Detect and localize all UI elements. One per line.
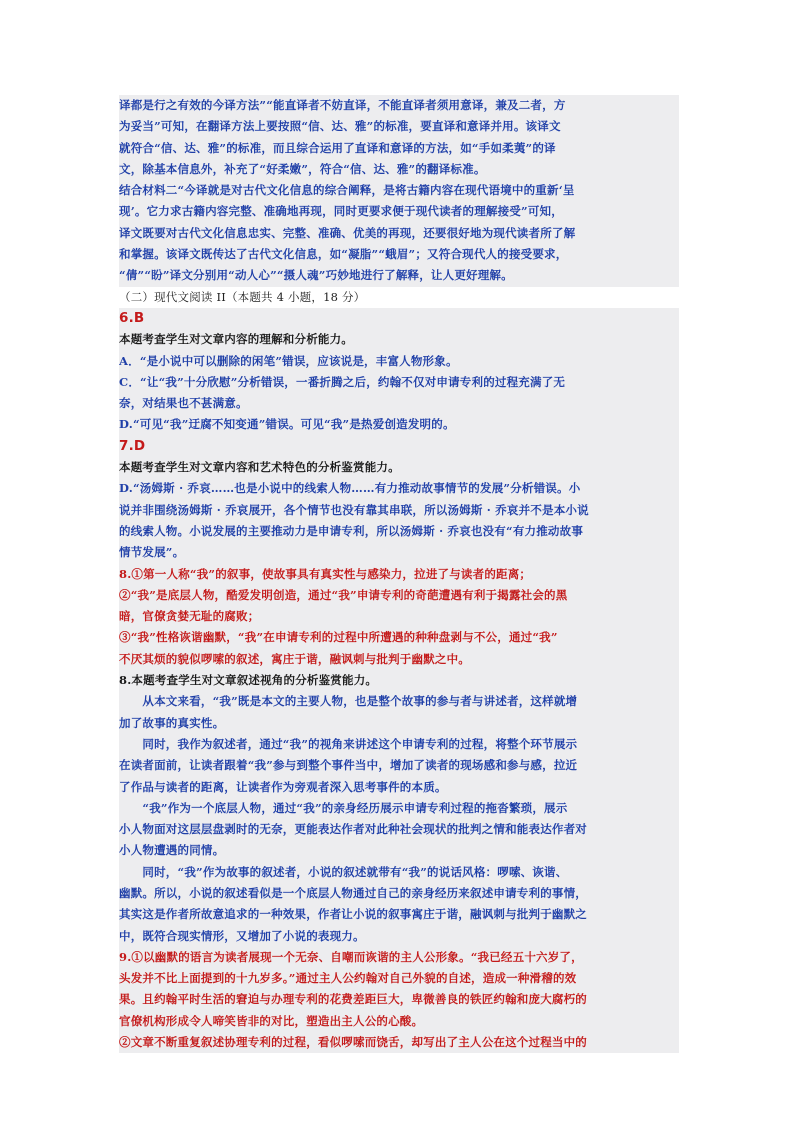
question-8-explanation [119,670,679,947]
text-line: C．“让“我”十分欣慰”分析错误，一番折腾之后，约翰不仅对申请专利的过程充满了无 [119,372,679,393]
text-line: 头发并不比上面提到的十九岁多。”通过主人公约翰对自己外貌的自述，造成一种滑稽的效 [119,968,679,989]
text-line: ③“我”性格诙谐幽默，“我”在申请专利的过程中所遭遇的种种盘剥与不公，通过“我” [119,627,679,648]
answer-label: 7.D [119,436,679,457]
document-content [119,95,679,1053]
text-line: D.“汤姆斯 · 乔哀……也是小说中的线索人物……有力推动故事情节的发展”分析错误。小 [119,478,679,499]
text-line: 其实这是作者所故意追求的一种效果，作者让小说的叙事寓庄于谐，融讽刺与批判于幽默之 [119,904,679,925]
text-line: D.“可见“我”迂腐不知变通”错误。可见“我”是热爱创造发明的。 [119,414,679,435]
text-line: 暗，官僚贪婪无耻的腐败； [119,606,679,627]
text-line: 结合材料二“今译就是对古代文化信息的综合阐释，是将古籍内容在现代语境中的重新‘呈 [119,180,679,201]
text-line: ②“我”是底层人物，酷爱发明创造，通过“我”申请专利的奇葩遭遇有利于揭露社会的黑 [119,585,679,606]
section-heading: （二）现代文阅读 II（本题共 4 小题，18 分） [119,289,366,304]
text-line: 的线索人物。小说发展的主要推动力是申请专利，所以汤姆斯 · 乔哀也没有“有力推动故事 [119,521,679,542]
question-6 [119,308,679,436]
text-line: 8.本题考查学生对文章叙述视角的分析鉴赏能力。 [119,670,679,691]
text-line: 情节发展”。 [119,542,679,563]
text-line: 同时，我作为叙述者，通过“我”的视角来讲述这个申请专利的过程，将整个环节展示 [119,734,679,755]
text-line: 中，既符合现实情形，又增加了小说的表现力。 [119,926,679,947]
text-line: “我”作为一个底层人物，通过“我”的亲身经历展示申请专利过程的拖沓繁琐，展示 [119,798,679,819]
answer-label: 6.B [119,308,679,329]
question-8-answer [119,564,679,670]
text-line: 为妥当”可知，在翻译方法上要按照“信、达、雅”的标准，要直译和意译并用。该译文 [119,116,679,137]
text-line: 幽默。所以，小说的叙述看似是一个底层人物通过自己的亲身经历来叙述申请专利的事情， [119,883,679,904]
text-line: 译文既要对古代文化信息忠实、完整、准确、优美的再现，还要很好地为现代读者所了解 [119,223,679,244]
text-line: 小人物遭遇的同情。 [119,840,679,861]
text-line: 小人物面对这层层盘剥时的无奈，更能表达作者对此种社会现状的批判之情和能表达作者对 [119,819,679,840]
text-line: 不厌其烦的貌似啰嗦的叙述，寓庄于谐，融讽刺与批判于幽默之中。 [119,649,679,670]
text-line: 8.①第一人称“我”的叙事，使故事具有真实性与感染力，拉进了与读者的距离； [119,564,679,585]
text-line: 同时，“我”作为故事的叙述者，小说的叙述就带有“我”的说话风格：啰嗦、诙谐、 [119,862,679,883]
text-line: 说并非围绕汤姆斯 · 乔哀展开，各个情节也没有靠其串联，所以汤姆斯 · 乔哀并不是本小说 [119,500,679,521]
text-line: 加了故事的真实性。 [119,713,679,734]
text-line: A．“是小说中可以删除的闲笔”错误，应该说是，丰富人物形象。 [119,351,679,372]
text-line: 奈，对结果也不甚满意。 [119,393,679,414]
text-line: 了作品与读者的距离，让读者作为旁观者深入思考事件的本质。 [119,777,679,798]
question-7 [119,436,679,564]
text-line: 在读者面前，让读者跟着“我”参与到整个事件当中，增加了读者的现场感和参与感，拉近 [119,755,679,776]
text-line: 本题考查学生对文章内容的理解和分析能力。 [119,329,679,350]
text-line: 现’。它力求古籍内容完整、准确地再现，同时更要求便于现代读者的理解接受”可知， [119,201,679,222]
material-analysis [119,95,679,287]
text-line: 就符合“信、达、雅”的标准，而且综合运用了直译和意译的方法，如“手如柔荑”的译 [119,138,679,159]
text-line: ②文章不断重复叙述协理专利的过程，看似啰嗦而饶舌，却写出了主人公在这个过程当中的 [119,1032,679,1053]
text-line: 官僚机构形成令人啼笑皆非的对比，塑造出主人公的心酸。 [119,1011,679,1032]
text-line: 果。且约翰平时生活的窘迫与办理专利的花费差距巨大，卑微善良的铁匠约翰和庞大腐朽的 [119,989,679,1010]
text-line: 和掌握。该译文既传达了古代文化信息，如“凝脂”“蛾眉”；又符合现代人的接受要求， [119,244,679,265]
text-line: 文，除基本信息外，补充了“好柔嫩”，符合“信、达、雅”的翻译标准。 [119,159,679,180]
text-line: 译都是行之有效的今译方法”“能直译者不妨直译，不能直译者须用意译，兼及二者，方 [119,95,679,116]
text-line: 本题考查学生对文章内容和艺术特色的分析鉴赏能力。 [119,457,679,478]
question-9-answer [119,947,679,1053]
text-line: 9.①以幽默的语言为读者展现一个无奈、自嘲而诙谐的主人公形象。“我已经五十六岁了， [119,947,679,968]
text-line: “倩”“盼”译文分别用“动人心”“摄人魂”巧妙地进行了解释，让人更好理解。 [119,265,679,286]
text-line: 从本文来看，“我”既是本文的主要人物，也是整个故事的参与者与讲述者，这样就增 [119,691,679,712]
